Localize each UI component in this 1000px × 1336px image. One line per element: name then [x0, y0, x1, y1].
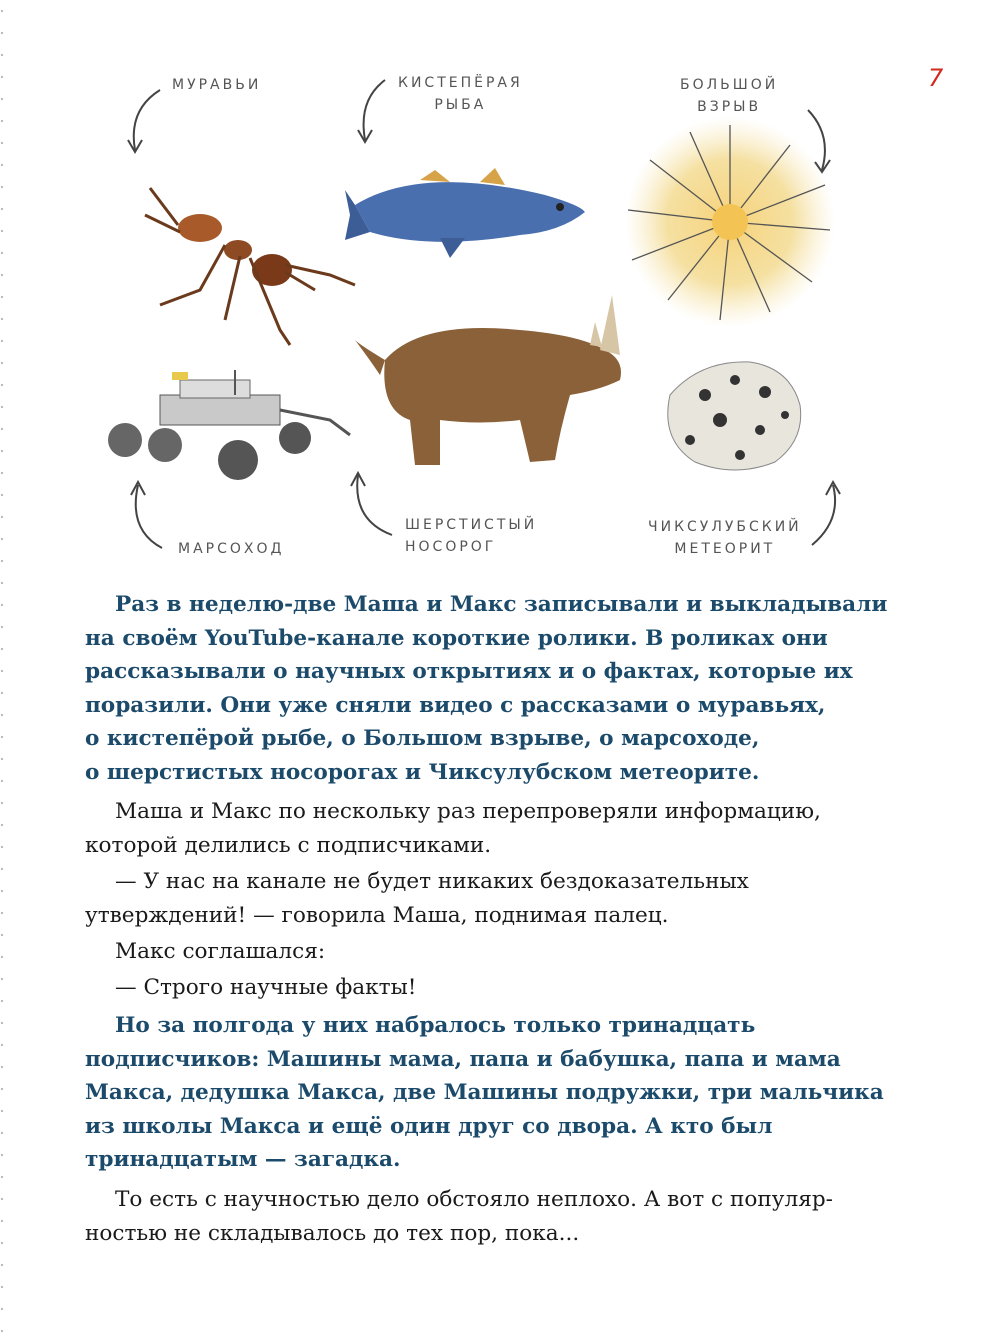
text-line: из школы Макса и ещё один друг со двора. А кто был: [85, 1113, 773, 1139]
label-bigbang-line2: ВЗРЫВ: [697, 99, 762, 115]
paragraph-5: [115, 971, 935, 1005]
text-line: — Строго научные факты!: [115, 975, 417, 1000]
label-meteor-line2: МЕТЕОРИТ: [674, 541, 776, 557]
label-rover: МАРСОХОД: [178, 541, 285, 557]
text-line: ностью не складывалось до тех пор, пока...: [85, 1220, 580, 1246]
label-fish: [398, 72, 523, 116]
label-ants: МУРАВЬИ: [172, 77, 262, 93]
text-line: подписчиков: Машины мама, папа и бабушка, папа и мама: [85, 1046, 841, 1072]
paragraph-6: [85, 1009, 935, 1177]
text-line: тринадцатым — загадка.: [85, 1147, 401, 1172]
label-rhino: [405, 514, 537, 558]
label-rhino-line2: НОСОРОГ: [405, 539, 497, 555]
mars-rover-icon: [108, 370, 350, 480]
label-meteor-line1: ЧИКСУЛУБСКИЙ: [648, 519, 802, 535]
text-line: Макса, дедушка Макса, две Машины подружки, три мальчика: [85, 1080, 884, 1105]
label-fish-line1: КИСТЕПЁРАЯ: [398, 75, 523, 91]
text-line: которой делились с подписчиками.: [85, 832, 492, 858]
label-bigbang: [680, 74, 778, 118]
paragraph-3: [85, 865, 935, 932]
text-line: на своём YouTube-канале короткие ролики. В роликах они: [85, 625, 828, 651]
text-line: о кистепёрой рыбе, о Большом взрыве, о марсоходе,: [85, 726, 760, 751]
text-line: о шерстистых носорогах и Чиксулубском метеорите.: [85, 759, 760, 785]
paragraph-2: [85, 795, 935, 862]
label-bigbang-line1: БОЛЬШОЙ: [680, 77, 779, 93]
arrow-rhino-icon: [351, 473, 392, 535]
arrow-meteor-icon: [812, 482, 840, 545]
coelacanth-fish-icon: [345, 168, 585, 258]
page-number: 7: [928, 64, 944, 92]
label-fish-line2: РЫБА: [434, 97, 487, 113]
text-line: утверждений! — говорила Маша, поднимая палец.: [85, 902, 669, 928]
label-meteor: [648, 516, 802, 560]
big-bang-icon: [625, 117, 835, 327]
ant-icon: [145, 188, 355, 345]
text-line: поразили. Они уже сняли видео с рассказами о муравьях,: [85, 692, 826, 718]
meteorite-icon: [668, 362, 801, 470]
label-rhino-line1: ШЕРСТИСТЫЙ: [405, 517, 538, 533]
text-line: Маша и Макс по нескольку раз перепроверяли информацию,: [115, 799, 821, 824]
text-line: Макс соглашался:: [115, 939, 326, 964]
text-line: То есть с научностью дело обстояло неплохо. А вот с популяр-: [115, 1187, 833, 1212]
woolly-rhino-icon: [355, 295, 621, 465]
text-line: рассказывали о научных открытиях и о фактах, которые их: [85, 659, 853, 684]
text-line: — У нас на канале не будет никаких бездоказательных: [115, 869, 749, 894]
paragraph-4: [115, 935, 935, 969]
text-line: Раз в неделю-две Маша и Макс записывали и выкладывали: [115, 592, 888, 617]
arrow-ants-icon: [128, 90, 160, 152]
paragraph-7: [85, 1183, 935, 1250]
text-line: Но за полгода у них набралось только тринадцать: [115, 1013, 756, 1038]
arrow-rover-icon: [131, 482, 162, 548]
arrow-fish-icon: [358, 80, 385, 142]
paragraph-1: [85, 588, 935, 789]
